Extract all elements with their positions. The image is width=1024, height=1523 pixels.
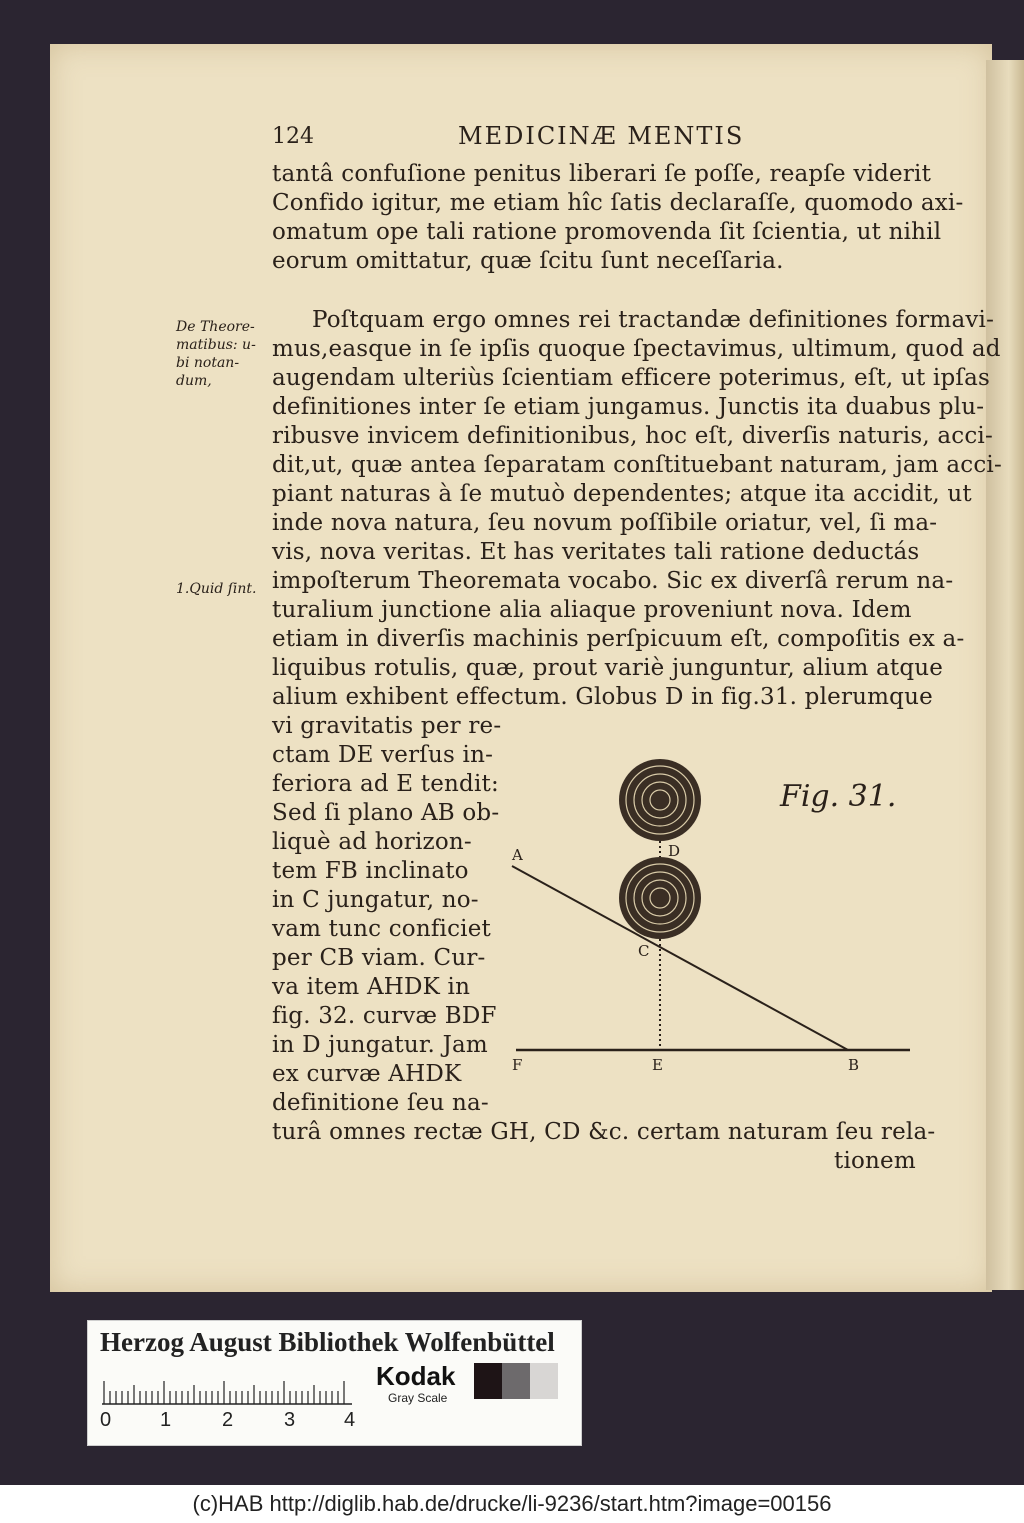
label-b: B xyxy=(848,1056,860,1074)
body-line: inde nova natura, ſeu novum poſſibile oriatur, vel, ſi ma- xyxy=(272,510,938,536)
body-line: Poſtquam ergo omnes rei tractandæ definitiones formavi- xyxy=(312,307,995,333)
page-edge xyxy=(986,60,1024,1290)
kodak-brand: Kodak xyxy=(376,1361,456,1391)
body-line: vis, nova veritas. Et has veritates tali ratione deductás xyxy=(272,539,920,565)
column-line: ctam DE verſus in- xyxy=(272,742,494,768)
closing-line: tionem xyxy=(834,1148,916,1174)
label-f: F xyxy=(512,1056,523,1074)
body-line: impoſterum Theoremata vocabo. Sic ex diverſâ rerum na- xyxy=(272,568,954,594)
column-line: Sed ſi plano AB ob- xyxy=(272,800,500,826)
upper-globe xyxy=(619,759,701,841)
label-e: E xyxy=(652,1056,663,1074)
ruler-number: 4 xyxy=(344,1409,356,1431)
body-line: alium exhibent effectum. Globus D in fig.31. plerumque xyxy=(272,684,933,710)
gray-swatch-black xyxy=(474,1363,502,1399)
body-line: eorum omittatur, quæ ſcitu ſunt neceſſaria. xyxy=(272,248,784,274)
column-line: tem FB inclinato xyxy=(272,858,469,884)
body-line: turalium junctione alia aliaque proveniunt nova. Idem xyxy=(272,597,912,623)
library-label xyxy=(87,1320,582,1446)
ruler-scale xyxy=(102,1377,352,1405)
column-line: definitione ſeu na- xyxy=(272,1090,489,1116)
column-line: vam tunc conficiet xyxy=(272,916,491,942)
body-line: Confido igitur, me etiam hîc ſatis declaraſſe, quomodo axi- xyxy=(272,190,964,216)
column-line: liquè ad horizon- xyxy=(272,829,472,855)
column-line: va item AHDK in xyxy=(272,974,471,1000)
figure-caption: Fig. 31. xyxy=(780,779,897,814)
margin-note-line: dum, xyxy=(176,373,212,389)
body-line: piant naturas à ſe mutuò dependentes; atque ita accidit, ut xyxy=(272,481,972,507)
closing-line: turâ omnes rectæ GH, CD &c. certam naturam ſeu rela- xyxy=(272,1119,936,1145)
body-line: dit,ut, quæ antea ſeparatam conſtituebant naturam, jam acci- xyxy=(272,452,1002,478)
ruler-number: 0 xyxy=(100,1409,112,1431)
running-title: MEDICINÆ MENTIS xyxy=(458,122,745,150)
margin-note-line: bi notan- xyxy=(176,355,240,371)
body-line: ribusve invicem definitionibus, hoc eſt, diverſis naturis, acci- xyxy=(272,423,993,449)
page-number: 124 xyxy=(272,124,314,149)
column-line: in C jungatur, no- xyxy=(272,887,479,913)
library-name: Herzog August Bibliothek Wolfenbüttel xyxy=(100,1327,555,1357)
label-a: A xyxy=(512,846,523,864)
column-line: feriora ad E tendit: xyxy=(272,771,499,797)
margin-note-line: De Theore- xyxy=(176,319,255,335)
figure-31 xyxy=(498,740,928,1080)
margin-note-theorems xyxy=(176,318,256,390)
lower-globe xyxy=(619,857,701,939)
body-line: tantâ confuſione penitus liberari ſe poſſe, reapſe viderit xyxy=(272,161,932,187)
ruler-number: 3 xyxy=(284,1409,296,1431)
column-line: per CB viam. Cur- xyxy=(272,945,486,971)
gray-swatch-light xyxy=(530,1363,558,1399)
margin-note-definition: 1.Quid ſint. xyxy=(176,581,257,597)
column-line: in D jungatur. Jam xyxy=(272,1032,488,1058)
body-line: etiam in diverſis machinis perſpicuum eſt, compoſitis ex a- xyxy=(272,626,965,652)
body-line: augendam ulteriùs ſcientiam efficere poterimus, eſt, ut ipſas xyxy=(272,365,991,391)
body-line: definitiones inter ſe etiam jungamus. Junctis ita duabus plu- xyxy=(272,394,985,420)
gray-scale-label: Gray Scale xyxy=(388,1391,448,1405)
label-c: C xyxy=(638,942,650,960)
margin-note-line: matibus: u- xyxy=(176,337,256,353)
ruler-number: 2 xyxy=(222,1409,234,1431)
column-line: vi gravitatis per re- xyxy=(272,713,502,739)
gray-swatch-mid xyxy=(502,1363,530,1399)
column-line: ex curvæ AHDK xyxy=(272,1061,462,1087)
ruler-number: 1 xyxy=(160,1409,172,1431)
body-line: mus,easque in ſe ipſis quoque ſpectavimus, ultimum, quod ad xyxy=(272,336,1001,362)
body-line: omatum ope tali ratione promovenda ſit ſcientia, ut nihil xyxy=(272,219,942,245)
column-line: fig. 32. curvæ BDF xyxy=(272,1003,497,1029)
label-d: D xyxy=(668,842,681,860)
copyright-caption: (c)HAB http://diglib.hab.de/drucke/li-9236/start.htm?image=00156 xyxy=(0,1485,1024,1523)
body-line: liquibus rotulis, quæ, prout variè junguntur, alium atque xyxy=(272,655,944,681)
